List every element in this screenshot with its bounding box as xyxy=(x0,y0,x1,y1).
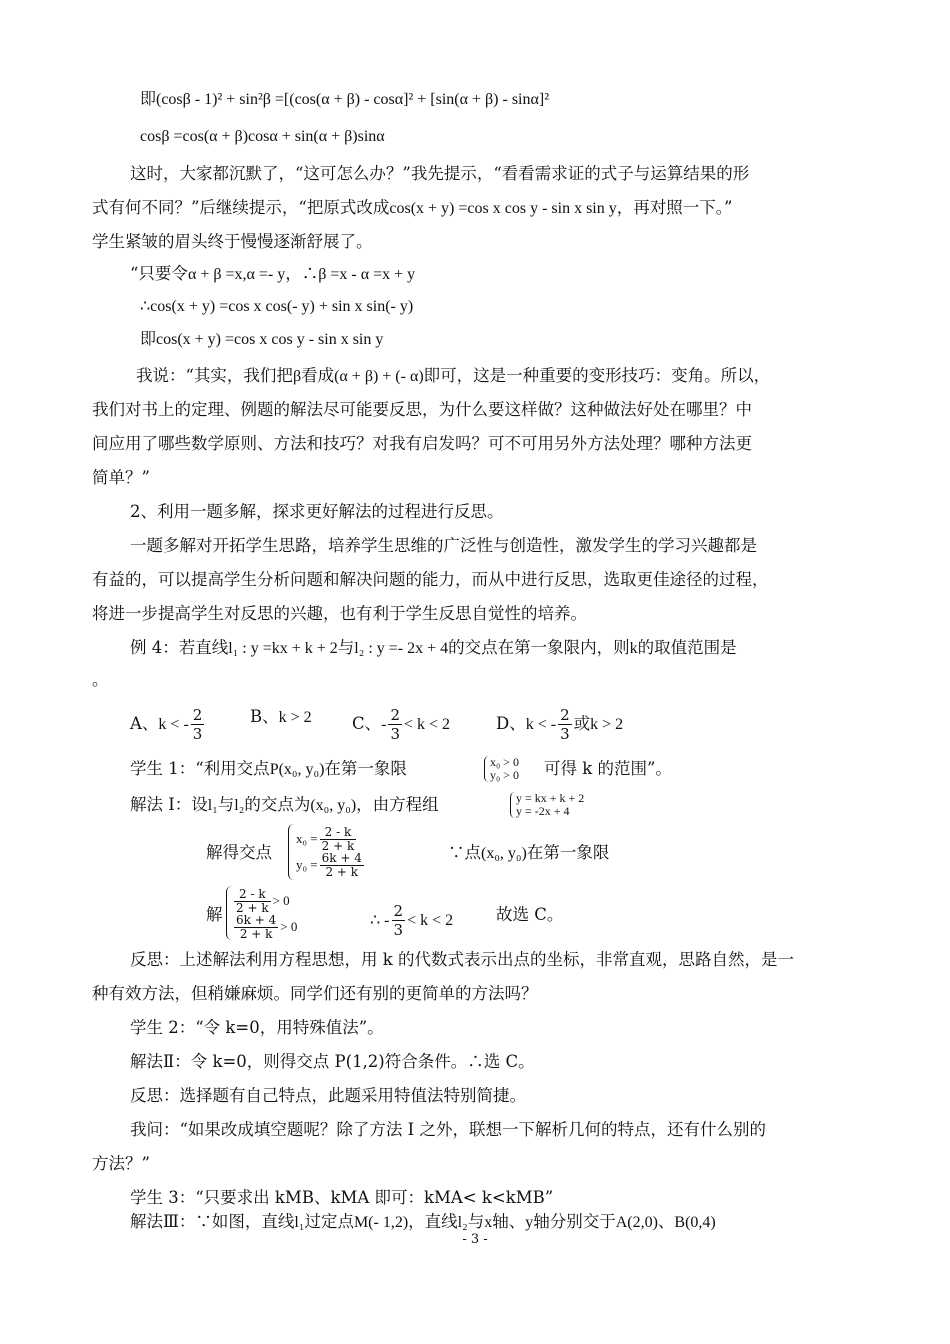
option-c: C、- $\frac{2}{3}$ < k < 2 xyxy=(352,706,451,743)
option-a: A、k < - $\frac{2}{3}$ xyxy=(130,706,203,743)
solution-y: y₀ = $\frac{6k + 4}{2 + k}$ xyxy=(296,851,362,879)
brace-icon xyxy=(484,756,489,782)
system-row: x₀ > 0 xyxy=(490,755,519,769)
inequality-label: 解 xyxy=(206,905,223,924)
section-heading: 2、利用一题多解，探求更好解法的过程进行反思。 xyxy=(130,502,504,521)
inequality-result: ∴ - $\frac{2}{3}$ < k < 2 xyxy=(370,902,454,939)
paragraph-line: 将进一步提高学生对反思的兴趣，也有利于学生反思自觉性的培养。 xyxy=(92,604,587,623)
paragraph-line: 我们对书上的定理、例题的解法尽可能要反思，为什么要这样做？这种做法好处在哪里？中 xyxy=(92,400,752,419)
solution-label: 解得交点 xyxy=(206,843,272,862)
example-line: 例 4：若直线l₁ : y =kx + k + 2与l₂ : y =- 2x + 4的交点在第一象限内，则k的取值范围是 xyxy=(130,638,737,657)
system-row: y = kx + k + 2 xyxy=(516,791,585,805)
paragraph-line: 反思：选择题有自己特点，此题采用特值法特别简捷。 xyxy=(130,1086,526,1105)
paragraph-line: 方法？” xyxy=(92,1154,150,1173)
system-row: y = -2x + 4 xyxy=(516,804,570,818)
equation-line-4: ∴cos(x + y) =cos x cos(- y) + sin x sin(- y) xyxy=(140,298,414,315)
fraction: $\frac{2}{3}$ xyxy=(390,706,400,743)
paragraph-line: 学生 3：“只要求出 kMB、kMA 即可：kMA< k<kMB” xyxy=(130,1188,554,1207)
equation-line-3: “只要令α + β =x,α =- y，∴β =x - α =x + y xyxy=(130,264,416,283)
equation-line-1: 即(cosβ - 1)² + sin²β =[(cos(α + β) - cosα]² + [sin(α + β) - sinα]² xyxy=(140,91,549,108)
paragraph-line: 解法Ⅱ：令 k=0，则得交点 P(1,2)符合条件。∴选 C。 xyxy=(130,1052,535,1071)
student-1-line: 学生 1：“利用交点P(x₀, y₀)在第一象限 xyxy=(130,759,407,778)
student-1-line-end: 可得 k 的范围”。 xyxy=(544,759,672,778)
option-b: B、k > 2 xyxy=(250,707,312,726)
method-1-line: 解法 I：设l₁与l₂的交点为(x₀, y₀)，由方程组 xyxy=(130,795,439,814)
inequality-1: $\frac{2 - k}{2 + k}$ > 0 xyxy=(236,887,290,915)
paragraph-line: 简单？” xyxy=(92,468,150,487)
paragraph-line: 反思：上述解法利用方程思想，用 k 的代数式表示出点的坐标，非常直观，思路自然，是一 xyxy=(130,950,794,969)
answer-choice: 故选 C。 xyxy=(496,905,564,924)
inequality-2: $\frac{6k + 4}{2 + k}$ > 0 xyxy=(236,913,298,941)
solution-x: x₀ = $\frac{2 - k}{2 + k}$ xyxy=(296,825,355,853)
fraction: $\frac{2}{3}$ xyxy=(192,706,203,743)
paragraph-line: 我说：“其实，我们把β看成(α + β) + (- α)即可，这是一种重要的变形技巧：变角。所以， xyxy=(136,366,771,385)
paragraph-line: 式有何不同？”后继续提示，“把原式改成cos(x + y) =cos x cos y - sin x sin y，再对照一下。” xyxy=(92,198,733,217)
paragraph-line: 学生 2：“令 k=0，用特殊值法”。 xyxy=(130,1018,384,1037)
paragraph-line: 这时，大家都沉默了，“这可怎么办？”我先提示，“看看需求证的式子与运算结果的形 xyxy=(130,164,750,183)
solution-note: ∵点(x₀, y₀)在第一象限 xyxy=(448,843,610,862)
paragraph-line: 间应用了哪些数学原则、方法和技巧？对我有启发吗？可不可用另外方法处理？哪种方法更 xyxy=(92,434,752,453)
paragraph-line: 一题多解对开拓学生思路，培养学生思维的广泛性与创造性，激发学生的学习兴趣都是 xyxy=(130,536,757,555)
brace-icon xyxy=(510,792,515,818)
paragraph-line: 我问：“如果改成填空题呢？除了方法 I 之外，联想一下解析几何的特点，还有什么别的 xyxy=(130,1120,766,1139)
fraction: $\frac{2}{3}$ xyxy=(560,706,570,743)
paragraph-line: 种有效方法，但稍嫌麻烦。同学们还有别的更简单的方法吗？ xyxy=(92,984,538,1003)
brace-icon xyxy=(288,824,294,880)
system-row: y₀ > 0 xyxy=(490,768,519,782)
method-3-line: 解法Ⅲ：∵如图，直线l₁过定点M(- 1,2)，直线l₂与x轴、y轴分别交于A(2,0)、B(0,4) xyxy=(130,1212,716,1231)
paragraph-line: 学生紧皱的眉头终于慢慢逐渐舒展了。 xyxy=(92,232,373,251)
paragraph-line: 有益的，可以提高学生分析问题和解决问题的能力，而从中进行反思，选取更佳途径的过程， xyxy=(92,570,769,589)
page-number: - 3 - xyxy=(462,1232,488,1247)
equation-line-5: 即cos(x + y) =cos x cos y - sin x sin y xyxy=(140,331,384,348)
equation-line-2: cosβ =cos(α + β)cosα + sin(α + β)sinα xyxy=(140,128,385,145)
paragraph-line: 。 xyxy=(92,670,109,689)
option-d: D、k < - $\frac{2}{3}$ 或k > 2 xyxy=(496,706,624,743)
